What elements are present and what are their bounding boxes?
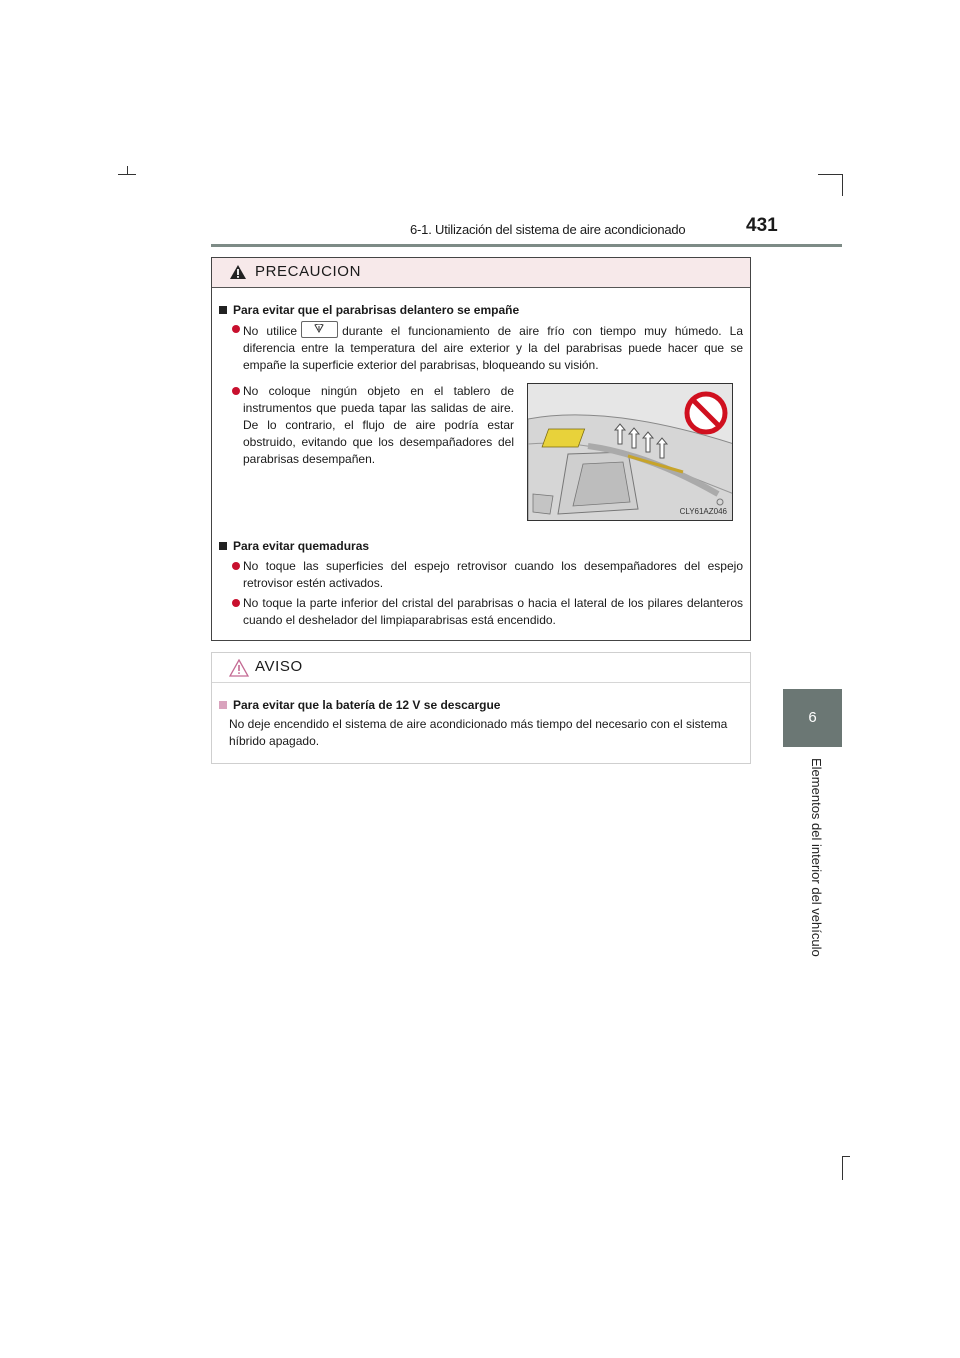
precaution-header	[212, 258, 750, 288]
crop-mark	[842, 174, 843, 196]
page-number: 431	[746, 215, 778, 236]
crop-mark	[818, 174, 842, 175]
notice-heading: Para evitar que la batería de 12 V se descargue	[219, 698, 500, 712]
chapter-label: Elementos del interior del vehículo	[809, 758, 824, 957]
dashboard-illustration	[527, 383, 733, 521]
section-heading: Para evitar que el parabrisas delantero se empañe	[219, 303, 519, 317]
crop-mark	[842, 1156, 850, 1157]
bullet-item: No utilice durante el funcionamiento de aire frío con tiempo muy húmedo. La diferencia entre la temperatura del aire exterior y la del parabrisas puede hacer que se empañe la superficie exterior del parabrisas, bloqueando su visión.	[243, 321, 743, 374]
bullet-dot-icon	[232, 599, 240, 607]
chapter-tab: 6	[783, 689, 842, 747]
square-bullet-icon	[219, 306, 227, 314]
dashboard-image	[528, 384, 733, 521]
caution-triangle-icon	[229, 659, 249, 677]
bullet-dot-icon	[232, 325, 240, 333]
section-title: 6-1. Utilización del sistema de aire acondicionado	[410, 222, 686, 237]
bullet-dot-icon	[232, 562, 240, 570]
warning-triangle-icon	[229, 264, 247, 280]
bullet-dot-icon	[232, 387, 240, 395]
crop-mark	[842, 1156, 843, 1180]
crop-mark	[127, 166, 128, 174]
bullet-item: No coloque ningún objeto en el tablero de instrumentos que pueda tapar las salidas de aire. De lo contrario, el flujo de aire podría estar obstruido, evitando que los desempañadores del parabrisas desempañen.	[243, 383, 514, 468]
square-bullet-icon	[219, 701, 227, 709]
notice-body: No deje encendido el sistema de aire acondicionado más tiempo del necesario con el sistema híbrido apagado.	[229, 717, 728, 748]
square-bullet-icon	[219, 542, 227, 550]
windshield-defog-icon	[301, 321, 338, 338]
header-rule	[211, 244, 842, 247]
notice-title: AVISO	[255, 658, 303, 675]
notice-header	[212, 653, 750, 683]
bullet-item: No toque las superficies del espejo retrovisor cuando los desempañadores del espejo retrovisor estén activados.	[243, 558, 743, 592]
bullet-item: No toque la parte inferior del cristal del parabrisas o hacia el lateral de los pilares delanteros cuando el deshelador del limpiaparabrisas está encendido.	[243, 595, 743, 629]
crop-mark	[118, 174, 136, 175]
precaution-title: PRECAUCION	[255, 263, 362, 280]
image-code: CLY61AZ046	[679, 507, 727, 516]
section-heading: Para evitar quemaduras	[219, 539, 369, 553]
